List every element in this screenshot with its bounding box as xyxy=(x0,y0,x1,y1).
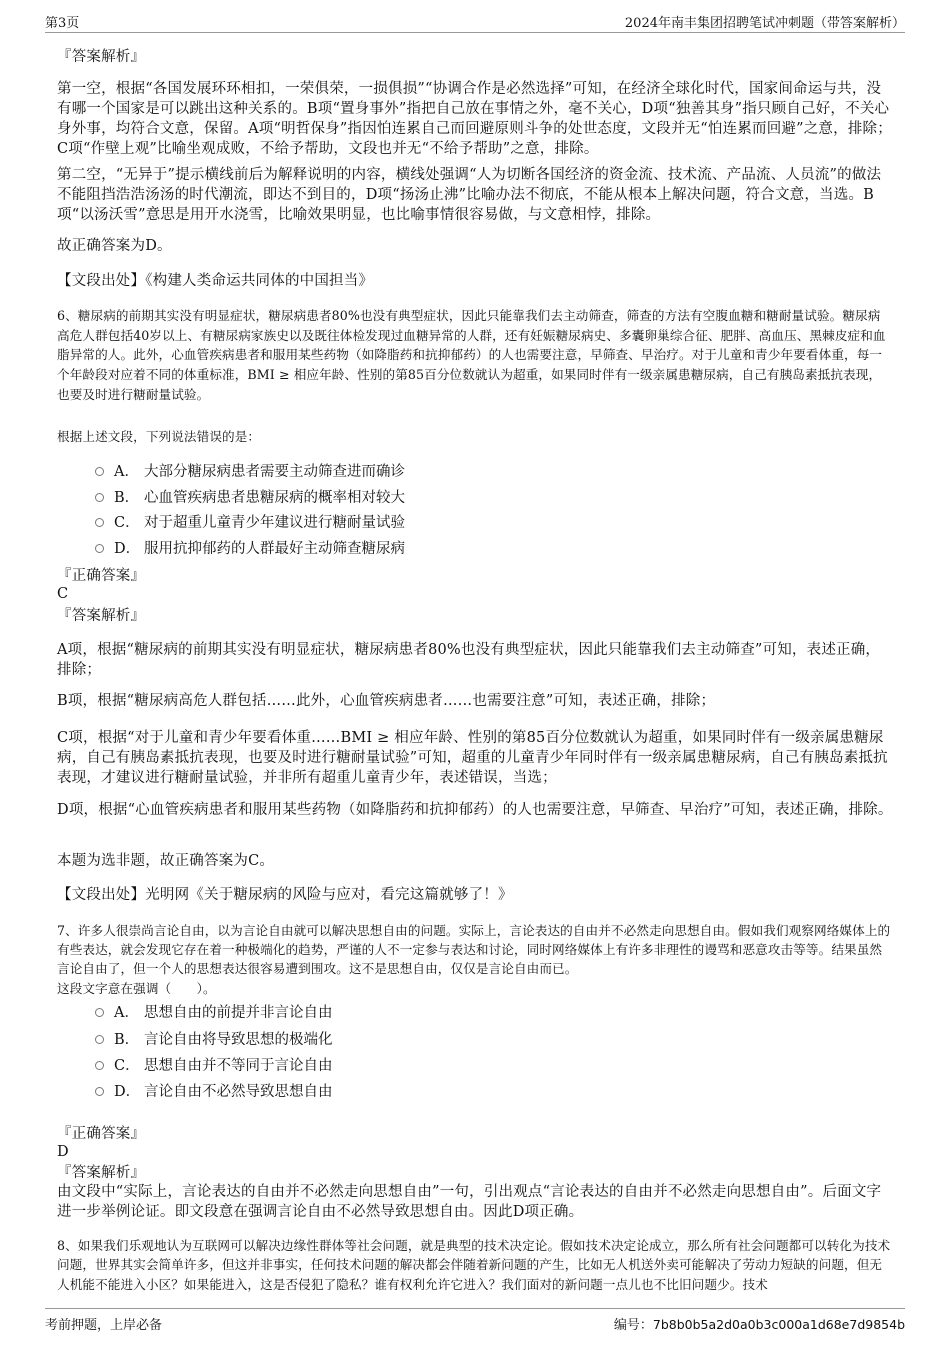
option-letter: B． xyxy=(114,490,140,506)
page-header xyxy=(45,12,905,33)
q8-stem: 8、如果我们乐观地认为互联网可以解决边缘性群体等社会问题，就是典型的技术决定论。假如技术决定论成立，那么所有社会问题都可以转化为技术问题，世界其实会简单许多，但这并非事实，任何技术问题的解决都会伴随着新问题的产生，比如无人机送外卖可能解决了劳动力短缺的问题，但无人机能不能进入小区？如果能进入，这是否侵犯了隐私？谁有权利允许它进入？我们面对的新问题一点儿也不比旧问题少。技术 xyxy=(57,1238,891,1292)
q5-conclusion: 故正确答案为D。 xyxy=(57,238,172,254)
option-text: 对于超重儿童青少年建议进行糖耐量试验 xyxy=(144,515,405,531)
option-text: 思想自由并不等同于言论自由 xyxy=(144,1058,333,1074)
q5-analysis-para2: 第二空，“无异于”提示横线前后为解释说明的内容，横线处强调“人为切断各国经济的资金流、技术流、产品流、人员流”的做法不能阻挡浩浩汤汤的时代潮流，即达不到目的，D项“扬汤止沸”比喻办法不彻底，不能从根本上解决问题，符合文意，当选。B项“以汤沃雪”意思是用开水浇雪，比喻效果明显，也比喻事情很容易做，与文意相悖，排除。 xyxy=(57,167,882,223)
q6-answer-title: 『正确答案』 xyxy=(57,568,146,584)
q6-option-a[interactable] xyxy=(95,462,405,482)
q6-source: 【文段出处】光明网《关于糖尿病的风险与应对，看完这篇就够了！》 xyxy=(57,887,513,903)
q6-explanation-b: B项，根据“糖尿病高危人群包括……此外，心血管疾病患者……也需要注意”可知，表述正确，排除； xyxy=(57,693,716,709)
option-letter: D． xyxy=(114,541,141,557)
q5-analysis-title: 『答案解析』 xyxy=(57,49,146,65)
document-id xyxy=(614,1314,905,1333)
q6-explanation-d: D项，根据“心血管疾病患者和服用某些药物（如降脂药和抗抑郁药）的人也需要注意，早筛查、早治疗”可知，表述正确，排除。 xyxy=(57,802,893,818)
q6-option-b[interactable] xyxy=(95,488,405,508)
radio-icon[interactable] xyxy=(95,1061,104,1070)
option-letter: C． xyxy=(114,1058,140,1074)
q6-explanation-c: C项，根据“对于儿童和青少年要看体重……BMI ≥ 相应年龄、性别的第85百分位数就认为超重，如果同时伴有一级亲属患糖尿病，自己有胰岛素抵抗表现，也要及时进行糖耐量试验”可知，超重的儿童青少年同时伴有一级亲属患糖尿病，自己有胰岛素抵抗表现，才建议进行糖耐量试验，并非所有超重儿童青少年，表述错误，当选； xyxy=(57,730,888,786)
option-letter: A． xyxy=(114,464,139,480)
q7-answer: D xyxy=(57,1144,69,1160)
q7-analysis: 由文段中“实际上，言论表达的自由并不必然走向思想自由”一句，引出观点“言论表达的自由并不必然走向思想自由”。后面文字进一步举例论证。即文段意在强调言论自由不必然导致思想自由。因此D项正确。 xyxy=(57,1184,882,1220)
q7-option-b[interactable] xyxy=(95,1030,333,1050)
option-text: 思想自由的前提并非言论自由 xyxy=(144,1005,333,1021)
radio-icon[interactable] xyxy=(95,1087,104,1096)
option-letter: D． xyxy=(114,1084,141,1100)
option-letter: C． xyxy=(114,515,140,531)
radio-icon[interactable] xyxy=(95,493,104,502)
document-title: 2024年南丰集团招聘笔试冲刺题（带答案解析） xyxy=(624,16,905,31)
q6-option-d[interactable] xyxy=(95,539,405,559)
radio-icon[interactable] xyxy=(95,544,104,553)
option-text: 言论自由不必然导致思想自由 xyxy=(144,1084,333,1100)
q7-option-d[interactable] xyxy=(95,1082,333,1102)
option-text: 大部分糖尿病患者需要主动筛查进而确诊 xyxy=(144,464,405,480)
q5-analysis-para1: 第一空，根据“各国发展环环相扣，一荣俱荣，一损俱损”“协调合作是必然选择”可知，在经济全球化时代，国家间命运与共，没有哪一个国家是可以跳出这种关系的。B项“置身事外”指把自己放在事情之外，毫不关心，D项“独善其身”指只顾自己好，不关心身外事，均符合文意，保留。A项“明哲保身”指因怕连累自己而回避原则斗争的处世态度，文段并无“怕连累而回避”之意，排除；C项“作壁上观”比喻坐观成败，不给予帮助，文段也并无“不给予帮助”之意，排除。 xyxy=(57,81,892,157)
q5-source: 【文段出处】《构建人类命运共同体的中国担当》 xyxy=(57,273,374,289)
q7-answer-title: 『正确答案』 xyxy=(57,1126,146,1142)
q7-option-a[interactable] xyxy=(95,1003,333,1023)
q6-explanation-a: A项，根据“糖尿病的前期其实没有明显症状，糖尿病患者80%也没有典型症状，因此只能靠我们去主动筛查”可知，表述正确，排除； xyxy=(57,642,881,678)
option-text: 心血管疾病患者患糖尿病的概率相对较大 xyxy=(144,490,405,506)
option-text: 服用抗抑郁药的人群最好主动筛查糖尿病 xyxy=(144,541,405,557)
q7-question: 这段文字意在强调（ ）。 xyxy=(57,981,216,996)
q6-conclusion: 本题为选非题，故正确答案为C。 xyxy=(57,853,275,869)
radio-icon[interactable] xyxy=(95,467,104,476)
page-footer xyxy=(45,1308,905,1337)
q7-stem: 7、许多人很崇尚言论自由，以为言论自由就可以解决思想自由的问题。实际上，言论表达的自由并不必然走向思想自由。假如我们观察网络媒体上的有些表达，就会发现它存在着一种极端化的趋势，严谨的人不一定参与表达和讨论，同时网络媒体上有许多非理性的谩骂和恶意攻击等等。结果虽然言论自由了，但一个人的思想表达很容易遭到围攻。这不是思想自由，仅仅是言论自由而已。 xyxy=(57,923,891,977)
option-letter: A． xyxy=(114,1005,139,1021)
radio-icon[interactable] xyxy=(95,1008,104,1017)
q6-stem: 6、糖尿病的前期其实没有明显症状，糖尿病患者80%也没有典型症状，因此只能靠我们去主动筛查，筛查的方法有空腹血糖和糖耐量试验。糖尿病高危人群包括40岁以上、有糖尿病家族史以及既往体检发现过血糖异常的人群，还有妊娠糖尿病史、多囊卵巢综合征、肥胖、高血压、黑棘皮症和血脂异常的人。此外，心血管疾病患者和服用某些药物（如降脂药和抗抑郁药）的人也需要注意，早筛查、早治疗。对于儿童和青少年要看体重，每一个年龄段对应着不同的体重标准，BMI ≥ 相应年龄、性别的第85百分位数就认为超重，如果同时伴有一级亲属患糖尿病，自己有胰岛素抵抗表现，也要及时进行糖耐量试验。 xyxy=(57,308,886,402)
q6-option-c[interactable] xyxy=(95,513,405,533)
document-id-value: 7b8b0b5a2d0a0b3c000a1d68e7d9854b xyxy=(652,1317,905,1332)
document-id-label: 编号： xyxy=(613,1318,653,1333)
q6-answer: C xyxy=(57,586,69,602)
q6-analysis-title: 『答案解析』 xyxy=(57,608,146,624)
option-letter: B． xyxy=(114,1032,140,1048)
q7-option-c[interactable] xyxy=(95,1056,333,1076)
page-number: 第3页 xyxy=(45,16,80,31)
q6-question: 根据上述文段，下列说法错误的是： xyxy=(57,429,261,444)
radio-icon[interactable] xyxy=(95,1035,104,1044)
footer-slogan: 考前押题，上岸必备 xyxy=(45,1318,163,1333)
q7-analysis-title: 『答案解析』 xyxy=(57,1165,146,1181)
radio-icon[interactable] xyxy=(95,518,104,527)
option-text: 言论自由将导致思想的极端化 xyxy=(144,1032,333,1048)
